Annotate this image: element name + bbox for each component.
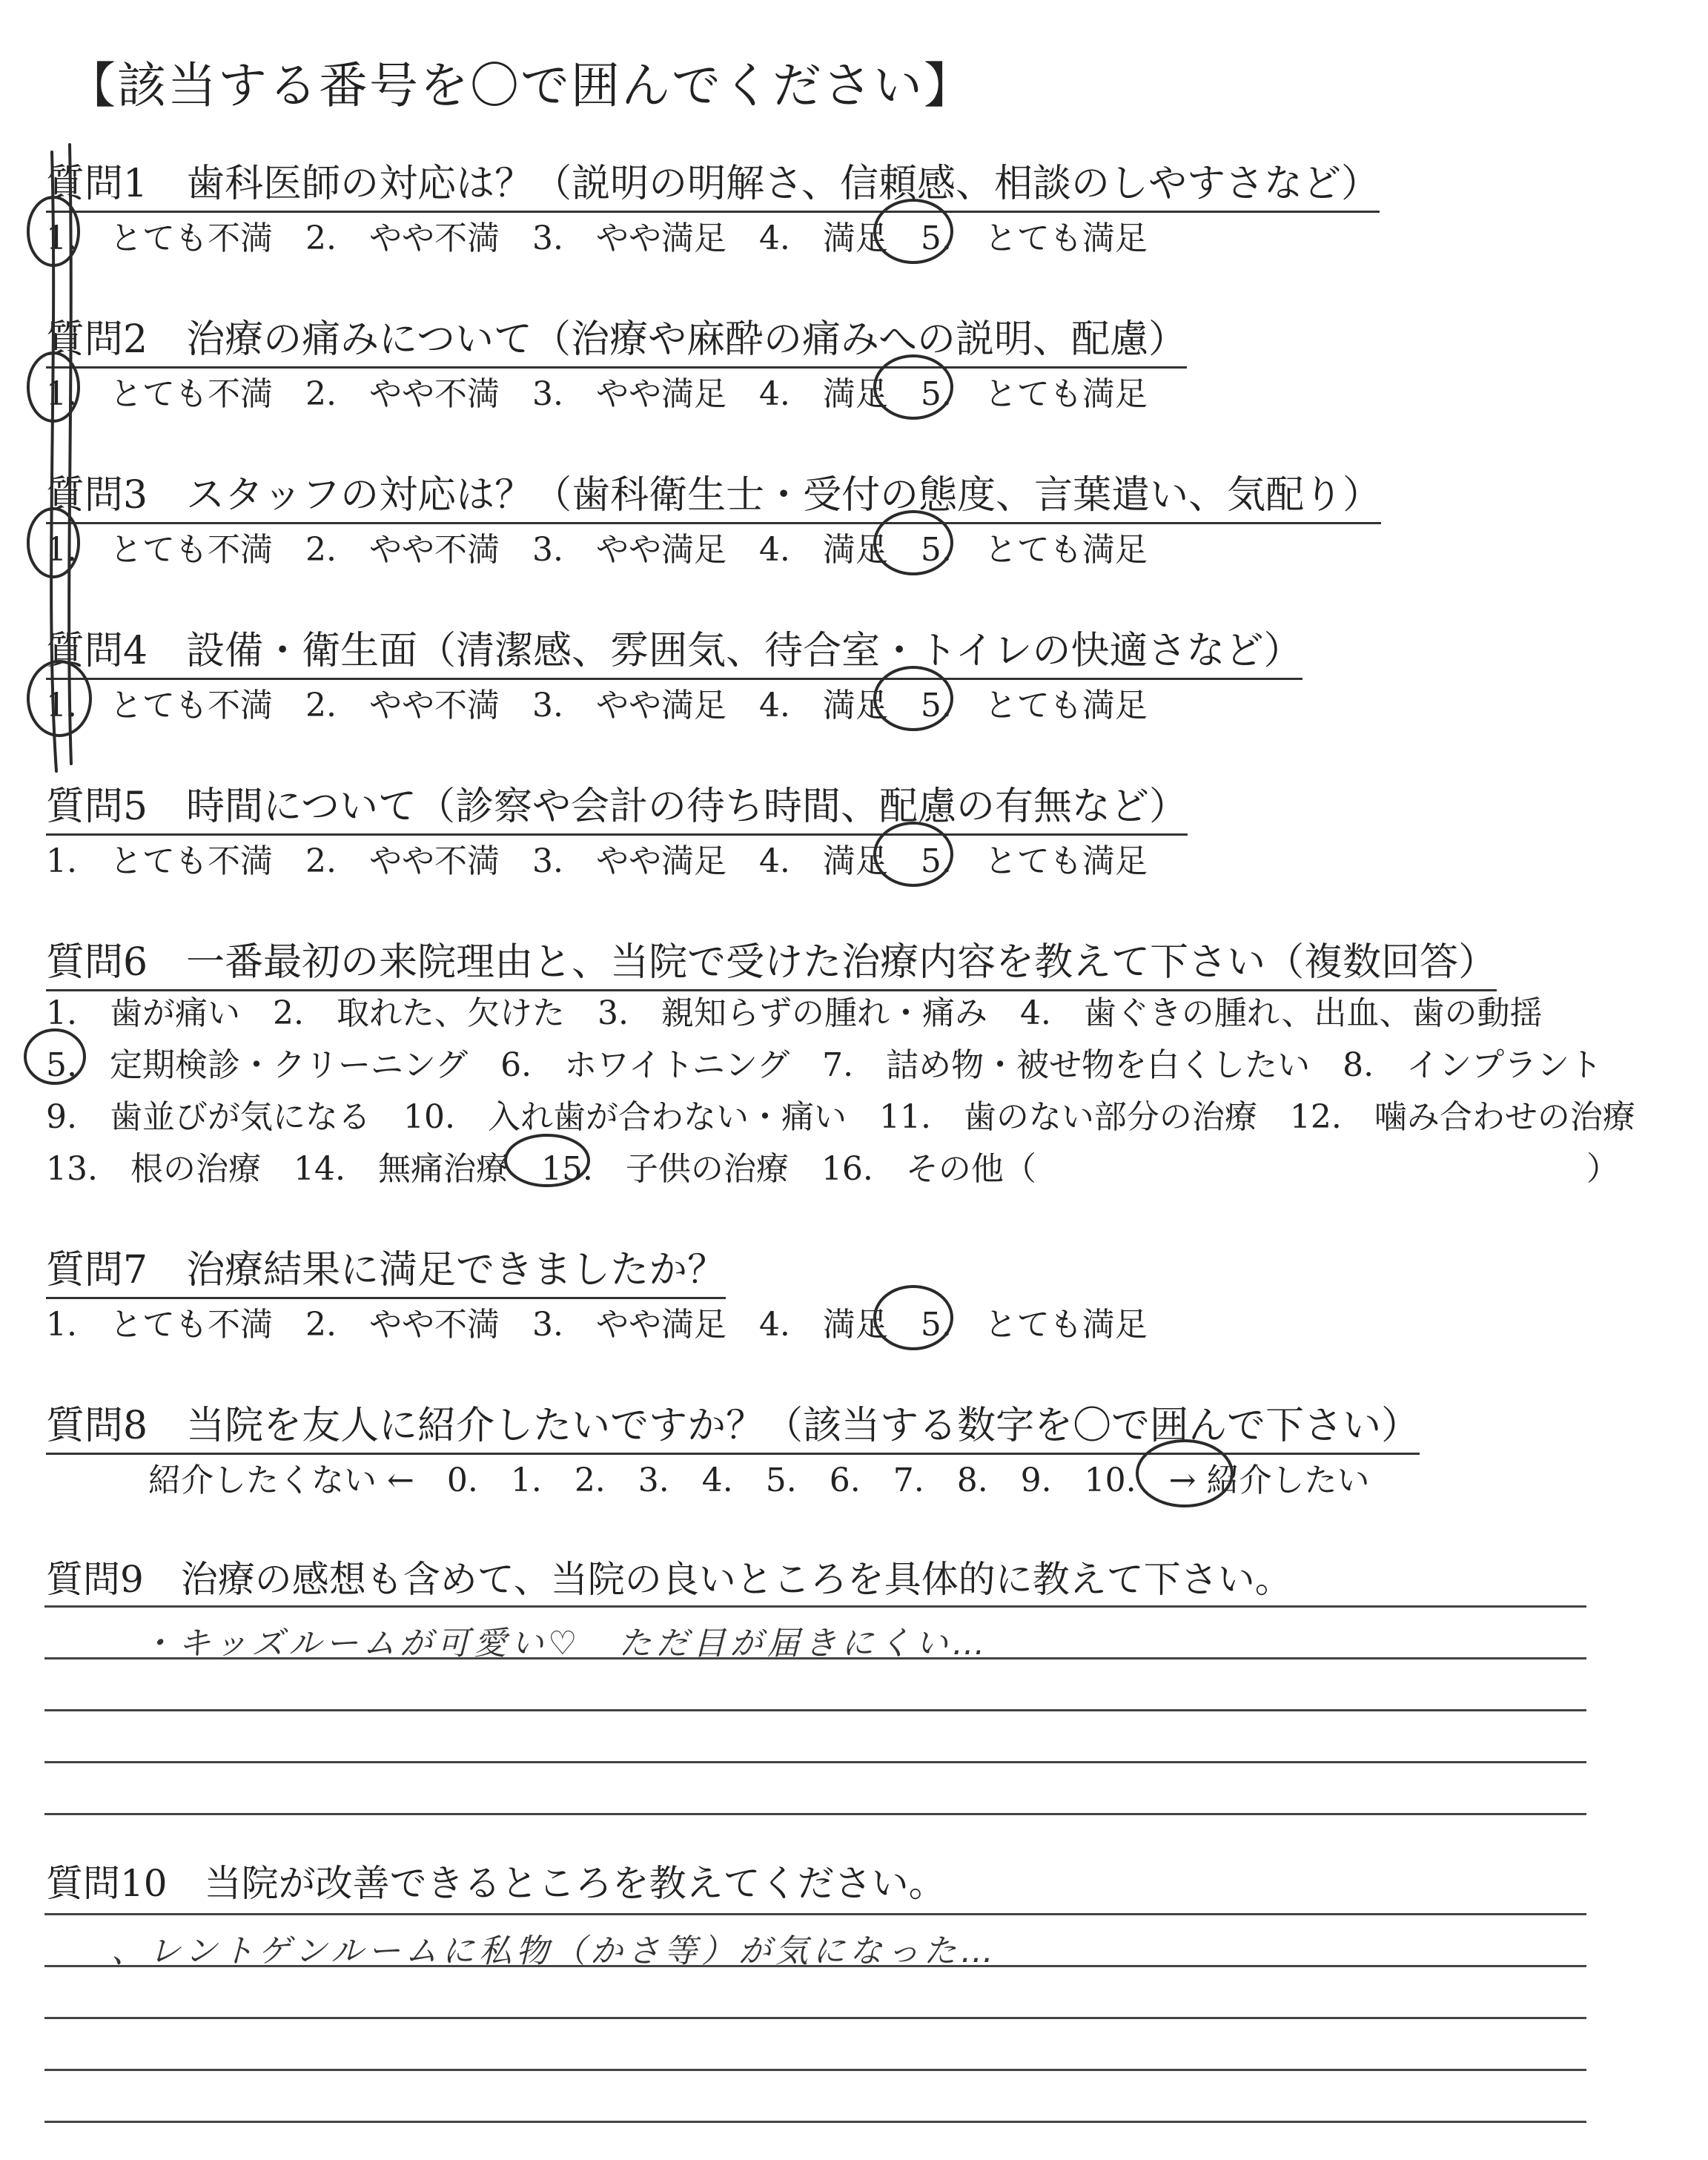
question-3: 質問3 スタッフの対応は？（歯科衛生士・受付の態度、言葉遣い、気配り）	[46, 463, 1381, 524]
question-8: 質問8 当院を友人に紹介したいですか？（該当する数字を〇で囲んで下さい）	[46, 1394, 1420, 1455]
question-5-options[interactable]: 1. とても不満 2. やや不満 3. やや満足 4. 満足 5. とても満足	[46, 842, 1148, 880]
question-3-options[interactable]: 1. とても不満 2. やや不満 3. やや満足 4. 満足 5. とても満足	[46, 531, 1148, 569]
question-6-line-2[interactable]: 5. 定期検診・クリーニング 6. ホワイトニング 7. 詰め物・被せ物を白くしたい 8. インプラント	[46, 1046, 1603, 1084]
question-4-options[interactable]: 1. とても不満 2. やや不満 3. やや満足 4. 満足 5. とても満足	[46, 687, 1148, 724]
question-6-line-4[interactable]: 13. 根の治療 14. 無痛治療 15. 子供の治療 16. その他（	[46, 1150, 1036, 1188]
answer-line	[44, 1761, 1586, 1763]
question-1: 質問1 歯科医師の対応は？（説明の明解さ、信頼感、相談のしやすさなど）	[46, 152, 1380, 213]
answer-line	[44, 2017, 1586, 2019]
question-9: 質問9 治療の感想も含めて、当院の良いところを具体的に教えて下さい。	[46, 1558, 1292, 1601]
question-8-scale[interactable]: 紹介したくない ← 0. 1. 2. 3. 4. 5. 6. 7. 8. 9. 10. → 紹介したい	[148, 1462, 1370, 1499]
answer-line	[44, 1813, 1586, 1815]
question-6-line-3[interactable]: 9. 歯並びが気になる 10. 入れ歯が合わない・痛い 11. 歯のない部分の治療 12. 噛み合わせの治療	[46, 1098, 1635, 1136]
question-10-answer[interactable]: 、レントゲンルームに私物（かさ等）が気になった…	[111, 1932, 999, 1970]
question-6-line-1[interactable]: 1. 歯が痛い 2. 取れた、欠けた 3. 親知らずの腫れ・痛み 4. 歯ぐきの腫れ、出血、歯の動揺	[46, 994, 1543, 1032]
question-2-options[interactable]: 1. とても不満 2. やや不満 3. やや満足 4. 満足 5. とても満足	[46, 375, 1148, 413]
question-7-options[interactable]: 1. とても不満 2. やや不満 3. やや満足 4. 満足 5. とても満足	[46, 1306, 1148, 1344]
question-4: 質問4 設備・衛生面（清潔感、雰囲気、待合室・トイレの快適さなど）	[46, 619, 1302, 680]
answer-line	[44, 2121, 1586, 2123]
question-9-answer[interactable]: ・キッズルームが可愛い♡ ただ目が届きにくい…	[141, 1625, 990, 1662]
answer-line	[44, 2069, 1586, 2071]
question-5: 質問5 時間について（診察や会計の待ち時間、配慮の有無など）	[46, 775, 1188, 836]
question-6: 質問6 一番最初の来院理由と、当院で受けた治療内容を教えて下さい（複数回答）	[46, 931, 1497, 991]
question-1-options[interactable]: 1. とても不満 2. やや不満 3. やや満足 4. 満足 5. とても満足	[46, 219, 1148, 257]
page-title: 【該当する番号を〇で囲んでください】	[67, 57, 974, 114]
question-2: 質問2 治療の痛みについて（治療や麻酔の痛みへの説明、配慮）	[46, 308, 1187, 369]
question-10: 質問10 当院が改善できるところを教えてください。	[46, 1862, 946, 1905]
question-6-other-close: ）	[1586, 1150, 1619, 1188]
answer-line	[44, 1709, 1586, 1711]
answer-line	[44, 1605, 1586, 1608]
question-7: 質問7 治療結果に満足できましたか？	[46, 1238, 726, 1299]
answer-line	[44, 1913, 1586, 1915]
